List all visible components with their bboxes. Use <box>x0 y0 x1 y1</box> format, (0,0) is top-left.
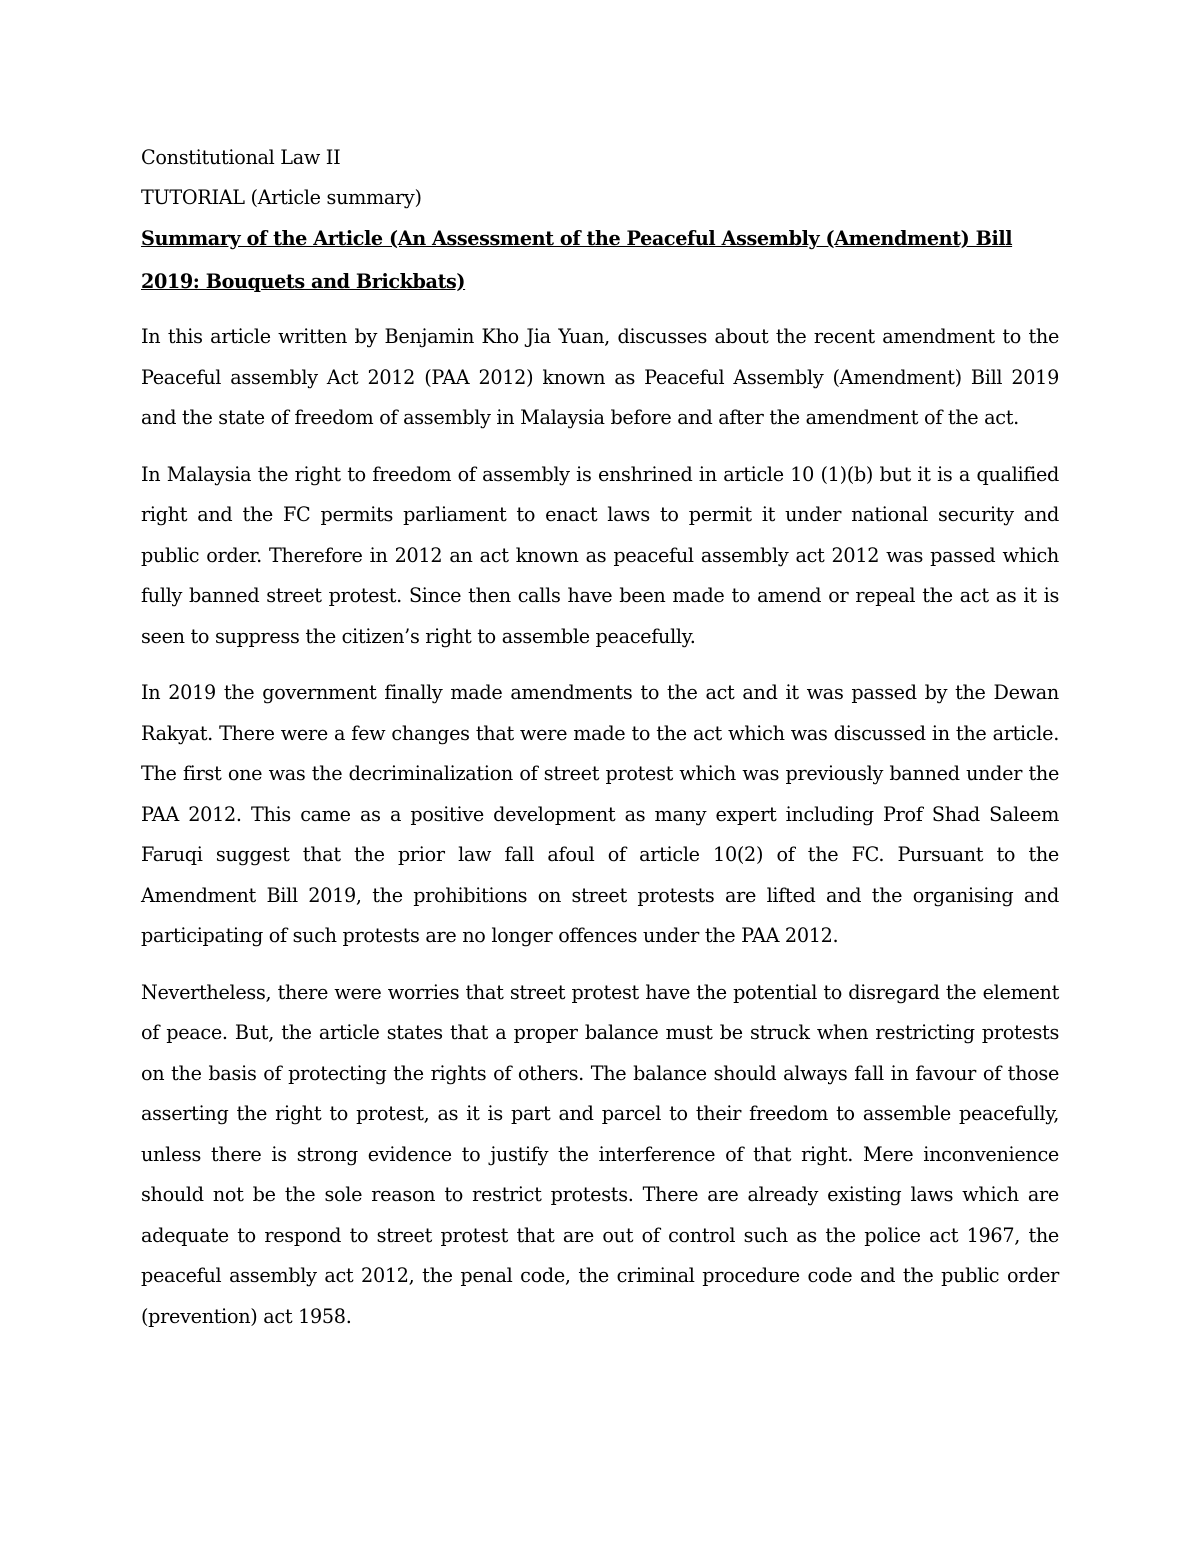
document-page <box>141 138 1059 1337</box>
course-name: Constitutional Law II <box>141 146 341 169</box>
paragraph-4: Nevertheless, there were worries that street protest have the potential to disregard the element of peace. But, the article states that a proper balance must be struck when restricting protests on the basis of protecting the rights of others. The balance should always fall in favour of those asserting the right to protest, as it is part and parcel to their freedom to assemble peacefully, unless there is strong evidence to justify the interference of that right. Mere inconvenience should not be the sole reason to restrict protests. There are already existing laws which are adequate to respond to street protest that are out of control such as the police act 1967, the peaceful assembly act 2012, the penal code, the criminal procedure code and the public order (prevention) act 1958. <box>141 980 1059 1328</box>
paragraph-3: In 2019 the government finally made amendments to the act and it was passed by the Dewan Rakyat. There were a few changes that were made to the act which was discussed in the article. The first one was the decriminalization of street protest which was previously banned under the PAA 2012. This came as a positive development as many expert including Prof Shad Saleem Faruqi suggest that the prior law fall afoul of article 10(2) of the FC. Pursuant to the Amendment Bill 2019, the prohibitions on street protests are lifted and the organising and participating of such protests are no longer offences under the PAA 2012. <box>141 681 1059 947</box>
paragraph-1: In this article written by Benjamin Kho Jia Yuan, discusses about the recent amendment to the Peaceful assembly Act 2012 (PAA 2012) known as Peaceful Assembly (Amendment) Bill 2019 and the state of freedom of assembly in Malaysia before and after the amendment of the act. <box>141 325 1059 429</box>
article-title: Summary of the Article (An Assessment of the Peaceful Assembly (Amendment) Bill 2019: Bouquets and Brickbats) <box>141 227 1013 293</box>
tutorial-label: TUTORIAL (Article summary) <box>141 186 422 209</box>
paragraph-2: In Malaysia the right to freedom of assembly is enshrined in article 10 (1)(b) but it is a qualified right and the FC permits parliament to enact laws to permit it under national security and public order. Therefore in 2012 an act known as peaceful assembly act 2012 was passed which fully banned street protest. Since then calls have been made to amend or repeal the act as it is seen to suppress the citizen’s right to assemble peacefully. <box>141 462 1059 648</box>
